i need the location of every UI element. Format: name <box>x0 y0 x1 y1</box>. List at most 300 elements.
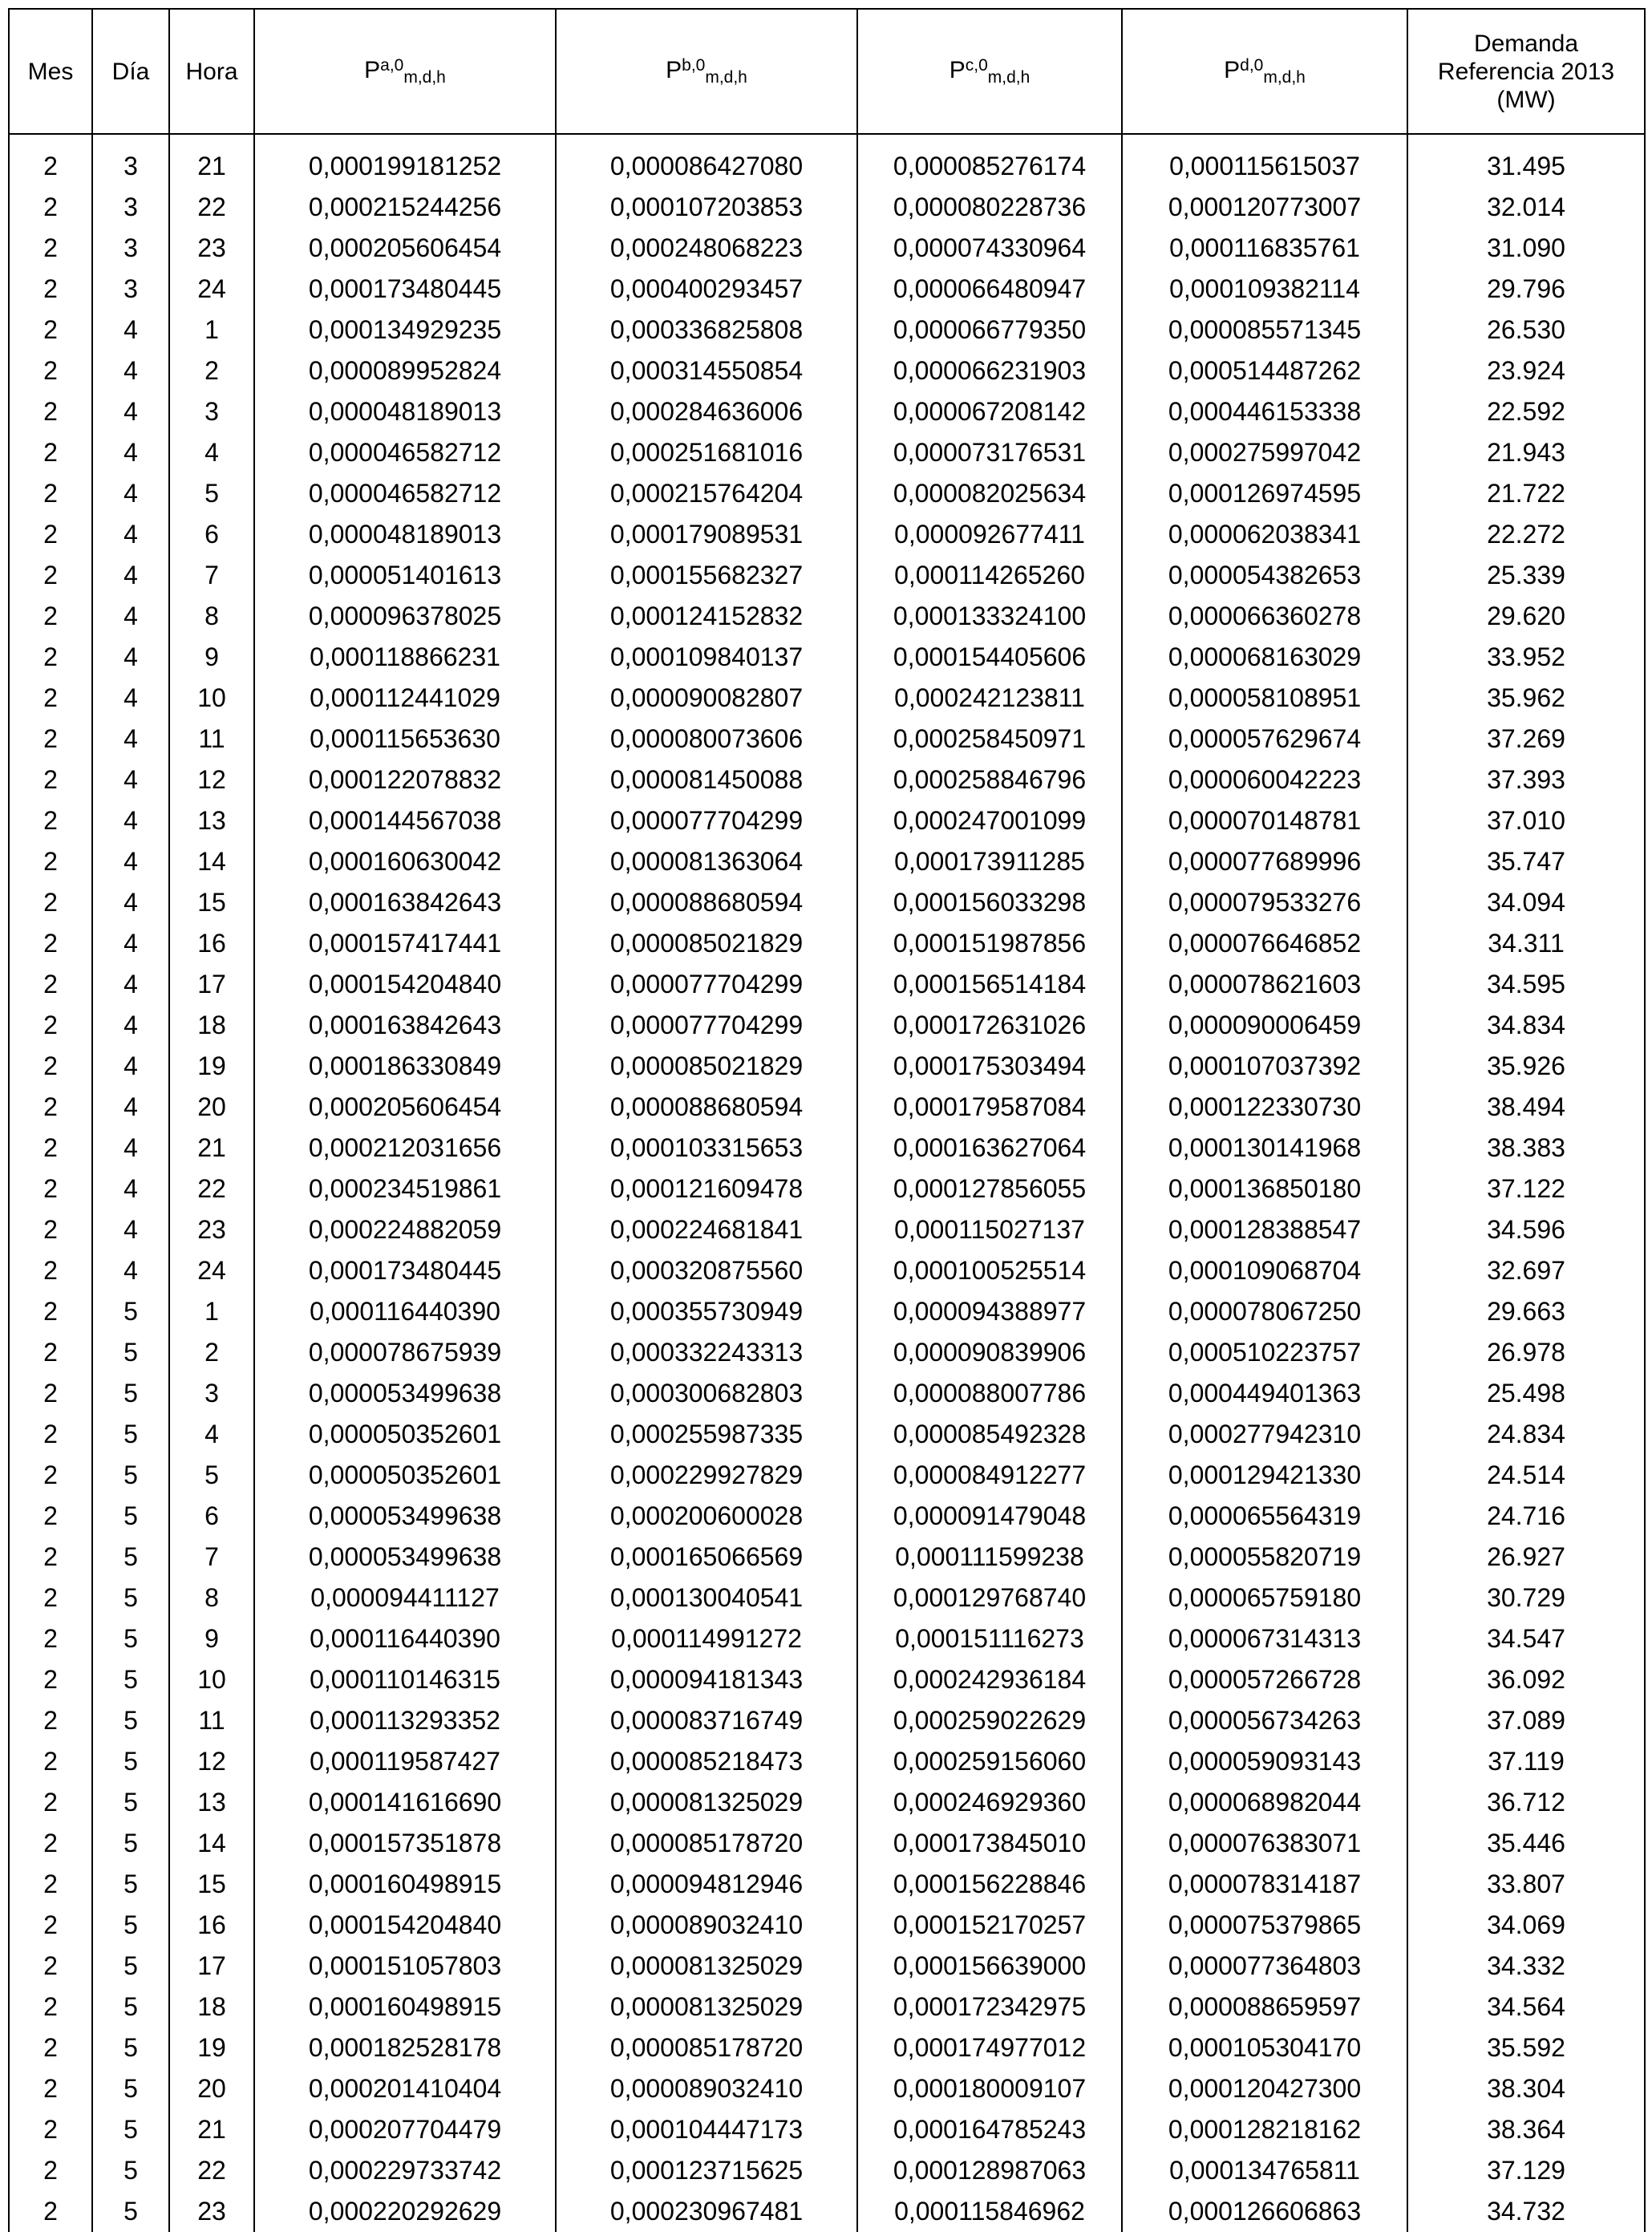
cell-pd: 0,000116835761 <box>1122 228 1407 269</box>
cell-pd: 0,000109382114 <box>1122 269 1407 310</box>
table-row <box>9 473 1645 514</box>
cell-demanda: 23.924 <box>1407 350 1645 391</box>
pa-base: P <box>364 57 381 83</box>
cell-dia: 5 <box>92 1332 169 1373</box>
cell-mes: 2 <box>9 2027 92 2068</box>
cell-hora: 21 <box>169 2109 254 2150</box>
cell-mes: 2 <box>9 350 92 391</box>
cell-dia: 5 <box>92 1823 169 1864</box>
cell-mes: 2 <box>9 228 92 269</box>
table-row <box>9 1291 1645 1332</box>
cell-pc: 0,000088007786 <box>857 1373 1122 1414</box>
cell-pc: 0,000156514184 <box>857 964 1122 1005</box>
cell-hora: 4 <box>169 1414 254 1455</box>
cell-pd: 0,000075379865 <box>1122 1905 1407 1946</box>
cell-hora: 5 <box>169 473 254 514</box>
cell-pa: 0,000207704479 <box>254 2109 556 2150</box>
cell-mes: 2 <box>9 1209 92 1250</box>
cell-dia: 4 <box>92 1087 169 1128</box>
cell-hora: 20 <box>169 1087 254 1128</box>
table-row <box>9 432 1645 473</box>
cell-demanda: 36.712 <box>1407 1782 1645 1823</box>
cell-mes: 2 <box>9 882 92 923</box>
cell-demanda: 35.592 <box>1407 2027 1645 2068</box>
cell-pc: 0,000259156060 <box>857 1741 1122 1782</box>
cell-mes: 2 <box>9 637 92 678</box>
pd-subscript: m,d,h <box>1263 68 1306 87</box>
cell-pb: 0,000255987335 <box>556 1414 857 1455</box>
cell-pc: 0,000114265260 <box>857 555 1122 596</box>
cell-demanda: 34.834 <box>1407 1005 1645 1046</box>
cell-pb: 0,000123715625 <box>556 2150 857 2191</box>
cell-dia: 5 <box>92 2068 169 2109</box>
cell-hora: 1 <box>169 310 254 350</box>
table-row <box>9 2068 1645 2109</box>
cell-mes: 2 <box>9 760 92 800</box>
cell-hora: 7 <box>169 555 254 596</box>
cell-hora: 9 <box>169 637 254 678</box>
cell-pc: 0,000111599238 <box>857 1537 1122 1578</box>
cell-pc: 0,000172342975 <box>857 1987 1122 2027</box>
cell-pd: 0,000076646852 <box>1122 923 1407 964</box>
pa-superscript: a,0 <box>380 56 404 75</box>
cell-pc: 0,000094388977 <box>857 1291 1122 1332</box>
cell-pc: 0,000154405606 <box>857 637 1122 678</box>
table-row <box>9 1823 1645 1864</box>
table-row <box>9 350 1645 391</box>
cell-demanda: 34.596 <box>1407 1209 1645 1250</box>
header-demanda-line3: (MW) <box>1496 86 1556 113</box>
cell-pb: 0,000124152832 <box>556 596 857 637</box>
cell-demanda: 38.383 <box>1407 1128 1645 1169</box>
cell-mes: 2 <box>9 2191 92 2232</box>
cell-pb: 0,000086427080 <box>556 146 857 187</box>
cell-pc: 0,000242123811 <box>857 678 1122 719</box>
table-row <box>9 800 1645 841</box>
pc-subscript: m,d,h <box>987 68 1030 87</box>
cell-pd: 0,000065564319 <box>1122 1496 1407 1537</box>
cell-hora: 11 <box>169 1700 254 1741</box>
cell-pc: 0,000152170257 <box>857 1905 1122 1946</box>
cell-pd: 0,000055820719 <box>1122 1537 1407 1578</box>
cell-dia: 3 <box>92 269 169 310</box>
cell-pa: 0,000050352601 <box>254 1414 556 1455</box>
cell-pc: 0,000115846962 <box>857 2191 1122 2232</box>
table-row <box>9 310 1645 350</box>
cell-pa: 0,000154204840 <box>254 964 556 1005</box>
cell-dia: 5 <box>92 1537 169 1578</box>
header-gap-row <box>9 134 1645 146</box>
cell-pa: 0,000160498915 <box>254 1987 556 2027</box>
table-row <box>9 1618 1645 1659</box>
cell-pd: 0,000066360278 <box>1122 596 1407 637</box>
cell-pb: 0,000081325029 <box>556 1782 857 1823</box>
cell-demanda: 37.393 <box>1407 760 1645 800</box>
cell-dia: 5 <box>92 2109 169 2150</box>
cell-mes: 2 <box>9 2109 92 2150</box>
table-row <box>9 678 1645 719</box>
cell-hora: 17 <box>169 964 254 1005</box>
cell-demanda: 37.089 <box>1407 1700 1645 1741</box>
table-row <box>9 1046 1645 1087</box>
cell-pc: 0,000151116273 <box>857 1618 1122 1659</box>
cell-dia: 3 <box>92 146 169 187</box>
cell-pb: 0,000085021829 <box>556 1046 857 1087</box>
table-row <box>9 1332 1645 1373</box>
header-demanda-line2: Referencia 2013 <box>1437 58 1615 85</box>
cell-pd: 0,000078621603 <box>1122 964 1407 1005</box>
cell-pa: 0,000053499638 <box>254 1537 556 1578</box>
cell-mes: 2 <box>9 391 92 432</box>
cell-dia: 4 <box>92 1128 169 1169</box>
cell-pb: 0,000083716749 <box>556 1700 857 1741</box>
cell-demanda: 34.311 <box>1407 923 1645 964</box>
cell-pc: 0,000164785243 <box>857 2109 1122 2150</box>
cell-pa: 0,000199181252 <box>254 146 556 187</box>
table-row <box>9 514 1645 555</box>
cell-mes: 2 <box>9 432 92 473</box>
cell-dia: 5 <box>92 2150 169 2191</box>
table-row <box>9 1209 1645 1250</box>
cell-pb: 0,000085021829 <box>556 923 857 964</box>
cell-mes: 2 <box>9 2068 92 2109</box>
gap-cell <box>1122 134 1407 146</box>
cell-hora: 23 <box>169 1209 254 1250</box>
gap-cell <box>9 134 92 146</box>
cell-hora: 19 <box>169 2027 254 2068</box>
cell-mes: 2 <box>9 1373 92 1414</box>
cell-pb: 0,000165066569 <box>556 1537 857 1578</box>
cell-hora: 1 <box>169 1291 254 1332</box>
cell-pa: 0,000115653630 <box>254 719 556 760</box>
cell-pd: 0,000078067250 <box>1122 1291 1407 1332</box>
cell-pb: 0,000200600028 <box>556 1496 857 1537</box>
cell-hora: 8 <box>169 596 254 637</box>
cell-pb: 0,000251681016 <box>556 432 857 473</box>
cell-demanda: 22.592 <box>1407 391 1645 432</box>
cell-dia: 4 <box>92 760 169 800</box>
header-mes: Mes <box>9 9 92 134</box>
cell-mes: 2 <box>9 1741 92 1782</box>
cell-pc: 0,000174977012 <box>857 2027 1122 2068</box>
cell-hora: 22 <box>169 1169 254 1209</box>
cell-mes: 2 <box>9 1005 92 1046</box>
cell-pb: 0,000224681841 <box>556 1209 857 1250</box>
cell-pb: 0,000085178720 <box>556 1823 857 1864</box>
header-row <box>9 9 1645 134</box>
cell-pb: 0,000085178720 <box>556 2027 857 2068</box>
cell-pa: 0,000141616690 <box>254 1782 556 1823</box>
table-row <box>9 269 1645 310</box>
cell-pc: 0,000151987856 <box>857 923 1122 964</box>
cell-hora: 23 <box>169 2191 254 2232</box>
cell-mes: 2 <box>9 1046 92 1087</box>
cell-hora: 24 <box>169 1250 254 1291</box>
cell-demanda: 34.732 <box>1407 2191 1645 2232</box>
cell-mes: 2 <box>9 555 92 596</box>
cell-pb: 0,000103315653 <box>556 1128 857 1169</box>
cell-mes: 2 <box>9 1537 92 1578</box>
cell-pc: 0,000180009107 <box>857 2068 1122 2109</box>
cell-demanda: 24.834 <box>1407 1414 1645 1455</box>
cell-demanda: 34.094 <box>1407 882 1645 923</box>
cell-pc: 0,000085492328 <box>857 1414 1122 1455</box>
cell-pc: 0,000133324100 <box>857 596 1122 637</box>
gap-cell <box>92 134 169 146</box>
cell-dia: 5 <box>92 1496 169 1537</box>
cell-pb: 0,000080073606 <box>556 719 857 760</box>
cell-pd: 0,000059093143 <box>1122 1741 1407 1782</box>
cell-pd: 0,000449401363 <box>1122 1373 1407 1414</box>
cell-pb: 0,000085218473 <box>556 1741 857 1782</box>
cell-pb: 0,000094812946 <box>556 1864 857 1905</box>
cell-dia: 4 <box>92 678 169 719</box>
cell-pd: 0,000078314187 <box>1122 1864 1407 1905</box>
cell-pb: 0,000300682803 <box>556 1373 857 1414</box>
cell-pb: 0,000089032410 <box>556 2068 857 2109</box>
cell-mes: 2 <box>9 964 92 1005</box>
cell-mes: 2 <box>9 1659 92 1700</box>
table-row <box>9 2150 1645 2191</box>
cell-pd: 0,000058108951 <box>1122 678 1407 719</box>
cell-pb: 0,000088680594 <box>556 882 857 923</box>
cell-pd: 0,000079533276 <box>1122 882 1407 923</box>
cell-pa: 0,000224882059 <box>254 1209 556 1250</box>
cell-pa: 0,000050352601 <box>254 1455 556 1496</box>
cell-hora: 14 <box>169 841 254 882</box>
cell-pd: 0,000057629674 <box>1122 719 1407 760</box>
cell-pa: 0,000160630042 <box>254 841 556 882</box>
cell-mes: 2 <box>9 187 92 228</box>
cell-demanda: 38.494 <box>1407 1087 1645 1128</box>
cell-dia: 4 <box>92 800 169 841</box>
cell-demanda: 36.092 <box>1407 1659 1645 1700</box>
cell-pc: 0,000080228736 <box>857 187 1122 228</box>
cell-hora: 12 <box>169 760 254 800</box>
cell-mes: 2 <box>9 1864 92 1905</box>
cell-demanda: 38.304 <box>1407 2068 1645 2109</box>
cell-pc: 0,000259022629 <box>857 1700 1122 1741</box>
cell-demanda: 34.547 <box>1407 1618 1645 1659</box>
cell-mes: 2 <box>9 1946 92 1987</box>
table-row <box>9 1250 1645 1291</box>
cell-hora: 11 <box>169 719 254 760</box>
cell-pa: 0,000048189013 <box>254 391 556 432</box>
cell-hora: 19 <box>169 1046 254 1087</box>
cell-pc: 0,000258450971 <box>857 719 1122 760</box>
cell-demanda: 33.952 <box>1407 637 1645 678</box>
cell-dia: 5 <box>92 1946 169 1987</box>
cell-dia: 5 <box>92 1741 169 1782</box>
table-row <box>9 1455 1645 1496</box>
pb-base: P <box>666 57 682 83</box>
table-row <box>9 1537 1645 1578</box>
cell-pc: 0,000175303494 <box>857 1046 1122 1087</box>
cell-demanda: 22.272 <box>1407 514 1645 555</box>
cell-pa: 0,000205606454 <box>254 1087 556 1128</box>
cell-pb: 0,000081325029 <box>556 1946 857 1987</box>
cell-mes: 2 <box>9 1128 92 1169</box>
cell-dia: 4 <box>92 1209 169 1250</box>
cell-mes: 2 <box>9 1823 92 1864</box>
cell-demanda: 34.069 <box>1407 1905 1645 1946</box>
header-pa <box>254 9 556 134</box>
cell-pd: 0,000115615037 <box>1122 146 1407 187</box>
cell-demanda: 33.807 <box>1407 1864 1645 1905</box>
cell-pb: 0,000320875560 <box>556 1250 857 1291</box>
cell-dia: 4 <box>92 596 169 637</box>
cell-mes: 2 <box>9 1414 92 1455</box>
cell-demanda: 37.010 <box>1407 800 1645 841</box>
cell-pd: 0,000122330730 <box>1122 1087 1407 1128</box>
cell-dia: 5 <box>92 1987 169 2027</box>
cell-dia: 4 <box>92 719 169 760</box>
table-row <box>9 187 1645 228</box>
cell-dia: 5 <box>92 1373 169 1414</box>
table-row <box>9 1128 1645 1169</box>
cell-pd: 0,000088659597 <box>1122 1987 1407 2027</box>
cell-hora: 21 <box>169 1128 254 1169</box>
cell-dia: 4 <box>92 514 169 555</box>
cell-demanda: 29.796 <box>1407 269 1645 310</box>
cell-mes: 2 <box>9 1332 92 1373</box>
cell-dia: 5 <box>92 1700 169 1741</box>
cell-pb: 0,000155682327 <box>556 555 857 596</box>
cell-demanda: 35.747 <box>1407 841 1645 882</box>
cell-pc: 0,000247001099 <box>857 800 1122 841</box>
cell-hora: 21 <box>169 146 254 187</box>
cell-pa: 0,000134929235 <box>254 310 556 350</box>
cell-pb: 0,000081450088 <box>556 760 857 800</box>
cell-demanda: 34.595 <box>1407 964 1645 1005</box>
cell-demanda: 38.364 <box>1407 2109 1645 2150</box>
cell-hora: 2 <box>169 1332 254 1373</box>
cell-dia: 5 <box>92 1414 169 1455</box>
cell-pd: 0,000120773007 <box>1122 187 1407 228</box>
cell-mes: 2 <box>9 473 92 514</box>
pc-superscript: c,0 <box>965 56 988 75</box>
cell-dia: 5 <box>92 1659 169 1700</box>
cell-pd: 0,000514487262 <box>1122 350 1407 391</box>
cell-pb: 0,000088680594 <box>556 1087 857 1128</box>
cell-dia: 4 <box>92 637 169 678</box>
cell-hora: 7 <box>169 1537 254 1578</box>
gap-cell <box>857 134 1122 146</box>
cell-pc: 0,000066480947 <box>857 269 1122 310</box>
cell-hora: 4 <box>169 432 254 473</box>
cell-demanda: 26.530 <box>1407 310 1645 350</box>
cell-pc: 0,000173845010 <box>857 1823 1122 1864</box>
cell-pb: 0,000284636006 <box>556 391 857 432</box>
cell-hora: 12 <box>169 1741 254 1782</box>
cell-pd: 0,000068163029 <box>1122 637 1407 678</box>
cell-pb: 0,000094181343 <box>556 1659 857 1700</box>
cell-mes: 2 <box>9 719 92 760</box>
pc-base: P <box>949 57 966 83</box>
cell-pd: 0,000077364803 <box>1122 1946 1407 1987</box>
cell-hora: 9 <box>169 1618 254 1659</box>
cell-pc: 0,000172631026 <box>857 1005 1122 1046</box>
cell-pb: 0,000090082807 <box>556 678 857 719</box>
cell-pa: 0,000112441029 <box>254 678 556 719</box>
cell-pa: 0,000163842643 <box>254 882 556 923</box>
cell-dia: 4 <box>92 1250 169 1291</box>
cell-pa: 0,000118866231 <box>254 637 556 678</box>
cell-pc: 0,000163627064 <box>857 1128 1122 1169</box>
cell-pd: 0,000129421330 <box>1122 1455 1407 1496</box>
cell-hora: 5 <box>169 1455 254 1496</box>
cell-hora: 18 <box>169 1005 254 1046</box>
cell-pb: 0,000077704299 <box>556 964 857 1005</box>
header-demanda-line1: Demanda <box>1473 30 1579 57</box>
cell-pa: 0,000116440390 <box>254 1618 556 1659</box>
cell-pd: 0,000105304170 <box>1122 2027 1407 2068</box>
table-row <box>9 1169 1645 1209</box>
cell-pb: 0,000215764204 <box>556 473 857 514</box>
cell-demanda: 31.495 <box>1407 146 1645 187</box>
cell-pc: 0,000090839906 <box>857 1332 1122 1373</box>
table-row <box>9 1005 1645 1046</box>
cell-pb: 0,000114991272 <box>556 1618 857 1659</box>
cell-pa: 0,000163842643 <box>254 1005 556 1046</box>
table-row <box>9 1782 1645 1823</box>
cell-pd: 0,000065759180 <box>1122 1578 1407 1618</box>
cell-pd: 0,000128388547 <box>1122 1209 1407 1250</box>
cell-pd: 0,000067314313 <box>1122 1618 1407 1659</box>
cell-hora: 24 <box>169 269 254 310</box>
cell-pa: 0,000122078832 <box>254 760 556 800</box>
cell-hora: 22 <box>169 2150 254 2191</box>
cell-pb: 0,000089032410 <box>556 1905 857 1946</box>
table-row <box>9 2109 1645 2150</box>
cell-pa: 0,000053499638 <box>254 1496 556 1537</box>
table-row <box>9 1496 1645 1537</box>
cell-hora: 14 <box>169 1823 254 1864</box>
cell-pc: 0,000066231903 <box>857 350 1122 391</box>
table-row <box>9 146 1645 187</box>
cell-pb: 0,000077704299 <box>556 800 857 841</box>
cell-pd: 0,000085571345 <box>1122 310 1407 350</box>
cell-pb: 0,000121609478 <box>556 1169 857 1209</box>
pd-base: P <box>1224 57 1241 83</box>
table-row <box>9 1414 1645 1455</box>
cell-dia: 5 <box>92 1864 169 1905</box>
cell-hora: 16 <box>169 923 254 964</box>
cell-hora: 10 <box>169 678 254 719</box>
table-row <box>9 923 1645 964</box>
cell-demanda: 24.514 <box>1407 1455 1645 1496</box>
cell-demanda: 32.697 <box>1407 1250 1645 1291</box>
cell-demanda: 37.119 <box>1407 1741 1645 1782</box>
cell-dia: 4 <box>92 391 169 432</box>
cell-mes: 2 <box>9 1087 92 1128</box>
cell-pc: 0,000128987063 <box>857 2150 1122 2191</box>
pb-subscript: m,d,h <box>705 68 747 87</box>
cell-pd: 0,000275997042 <box>1122 432 1407 473</box>
cell-pa: 0,000201410404 <box>254 2068 556 2109</box>
cell-dia: 5 <box>92 2191 169 2232</box>
cell-pb: 0,000081325029 <box>556 1987 857 2027</box>
cell-hora: 13 <box>169 800 254 841</box>
cell-dia: 3 <box>92 187 169 228</box>
cell-pc: 0,000179587084 <box>857 1087 1122 1128</box>
cell-dia: 3 <box>92 228 169 269</box>
cell-mes: 2 <box>9 841 92 882</box>
cell-dia: 4 <box>92 555 169 596</box>
cell-pc: 0,000092677411 <box>857 514 1122 555</box>
cell-pc: 0,000100525514 <box>857 1250 1122 1291</box>
table-row <box>9 964 1645 1005</box>
